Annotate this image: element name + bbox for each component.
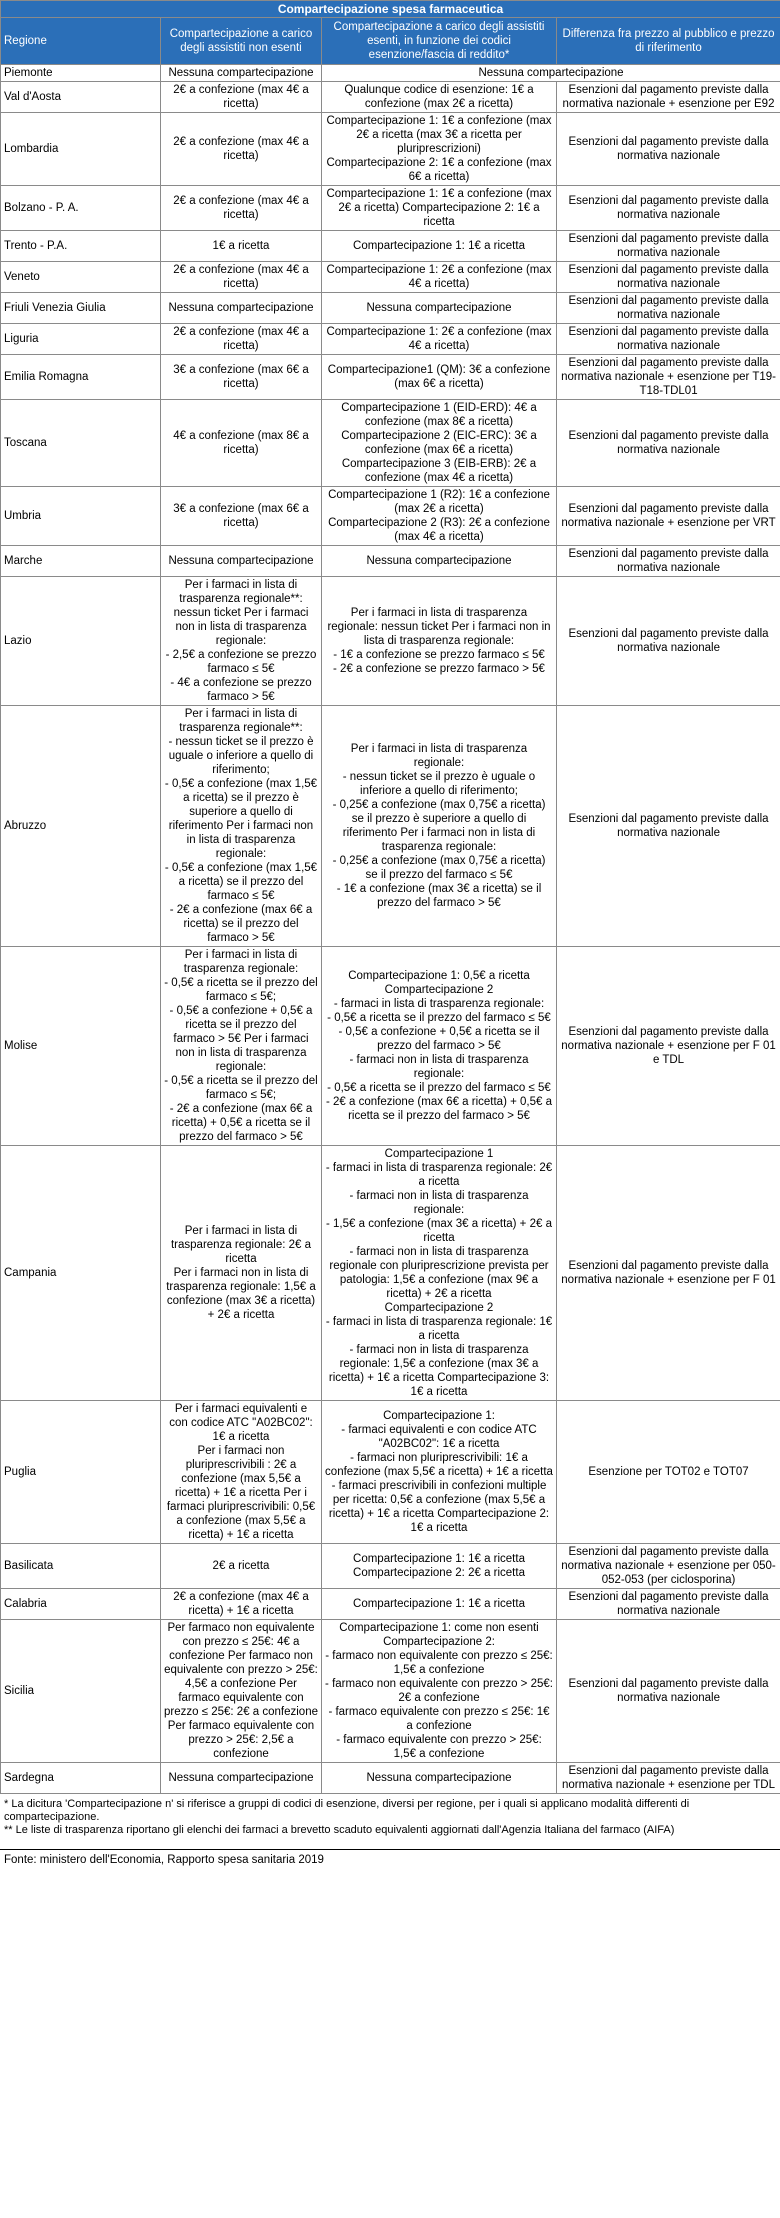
differenza-cell: [557, 355, 780, 400]
esenti-cell-line: Nessuna compartecipazione: [366, 302, 512, 314]
non-esenti-cell: [161, 400, 322, 487]
differenza-cell-line: Esenzioni dal pagamento previste dalla normativa nazionale: [568, 548, 769, 574]
esenti-cell-line: Compartecipazione 1: 1€ a ricetta: [353, 1598, 525, 1610]
table-header-row: [1, 18, 780, 65]
differenza-cell-line: Esenzioni dal pagamento previste dalla normativa nazionale: [568, 813, 769, 839]
region-name: Trento - P.A.: [1, 231, 161, 262]
esenti-cell-line: - 1€ a confezione (max 3€ a ricetta) se il prezzo del farmaco > 5€: [336, 883, 542, 909]
non-esenti-cell-line: 4€ a confezione (max 8€ a ricetta): [173, 430, 309, 456]
non-esenti-cell-line: 2€ a confezione (max 4€ a ricetta): [173, 264, 309, 290]
table-row: [1, 1763, 780, 1794]
region-name: Campania: [1, 1146, 161, 1401]
non-esenti-cell-line: 2€ a confezione (max 4€ a ricetta): [173, 326, 309, 352]
esenti-cell-line: Compartecipazione 1: 1€ a ricetta: [353, 1553, 525, 1565]
esenti-cell: [322, 355, 557, 400]
region-name: Veneto: [1, 262, 161, 293]
esenti-cell-line: Compartecipazione 2 (EIC-ERC): 3€ a confezione (max 6€ a ricetta): [341, 430, 537, 456]
non-esenti-cell: [161, 186, 322, 231]
esenti-cell-line: Per i farmaci in lista di trasparenza regionale:: [350, 743, 528, 769]
differenza-cell: [557, 293, 780, 324]
differenza-cell-line: Esenzioni dal pagamento previste dalla normativa nazionale: [568, 295, 769, 321]
table-row: [1, 947, 780, 1146]
esenti-cell-line: Qualunque codice di esenzione: 1€ a confezione (max 2€ a ricetta): [344, 84, 534, 110]
differenza-cell-line: Esenzioni dal pagamento previste dalla normativa nazionale: [568, 233, 769, 259]
non-esenti-cell-line: - 2,5€ a confezione se prezzo farmaco ≤ 5€: [165, 649, 317, 675]
non-esenti-cell: [161, 293, 322, 324]
differenza-cell: [557, 1401, 780, 1544]
esenti-cell: [322, 186, 557, 231]
footnote-2: ** Le liste di trasparenza riportano gli elenchi dei farmaci a brevetto scaduto equivalenti aggiornati dall'Agenzia Italiana del farmaco (AIFA): [4, 1824, 675, 1836]
differenza-cell-line: Esenzioni dal pagamento previste dalla normativa nazionale: [568, 1591, 769, 1617]
region-name: Lombardia: [1, 113, 161, 186]
non-esenti-cell: [161, 487, 322, 546]
differenza-cell-line: Esenzioni dal pagamento previste dalla normativa nazionale + esenzione per VRT: [561, 503, 776, 529]
esenti-cell-line: - nessun ticket se il prezzo è uguale o inferiore a quello di riferimento;: [342, 771, 536, 797]
esenti-cell-line: - 2€ a confezione (max 6€ a ricetta) + 0,5€ a ricetta se il prezzo del farmaco > 5€: [326, 1096, 552, 1122]
differenza-cell-line: Esenzione per TOT02 e TOT07: [588, 1466, 749, 1478]
non-esenti-cell-line: - 0,5€ a confezione (max 1,5€ a ricetta) se il prezzo del farmaco ≤ 5€: [164, 862, 318, 902]
esenti-cell-line: - farmaco equivalente con prezzo > 25€: 1,5€ a confezione: [336, 1734, 542, 1760]
merged-cell: [322, 65, 780, 82]
non-esenti-cell: [161, 262, 322, 293]
table-row: [1, 1544, 780, 1589]
differenza-cell: [557, 706, 780, 947]
esenti-cell: [322, 113, 557, 186]
region-name: Calabria: [1, 1589, 161, 1620]
differenza-cell: [557, 1146, 780, 1401]
non-esenti-cell-line: Per farmaco equivalente con prezzo > 25€: 2,5€ a confezione: [167, 1720, 315, 1760]
esenti-cell: [322, 706, 557, 947]
table-row: [1, 1589, 780, 1620]
table-row: [1, 293, 780, 324]
table-row: [1, 231, 780, 262]
esenti-cell-line: Nessuna compartecipazione: [366, 1772, 512, 1784]
non-esenti-cell: [161, 1589, 322, 1620]
non-esenti-cell-line: - 2€ a confezione (max 6€ a ricetta) + 0,5€ a ricetta se il prezzo del farmaco > 5€: [169, 1103, 313, 1143]
non-esenti-cell: [161, 546, 322, 577]
region-name: Toscana: [1, 400, 161, 487]
esenti-cell-line: - 0,25€ a confezione (max 0,75€ a ricetta) se il prezzo del farmaco ≤ 5€: [332, 855, 546, 881]
esenti-cell: [322, 1620, 557, 1763]
esenti-cell: [322, 293, 557, 324]
differenza-cell-line: Esenzioni dal pagamento previste dalla normativa nazionale + esenzione per TDL: [562, 1765, 776, 1791]
differenza-cell: [557, 1620, 780, 1763]
region-name: Piemonte: [1, 65, 161, 82]
differenza-cell: [557, 324, 780, 355]
region-name: Umbria: [1, 487, 161, 546]
region-name: Val d'Aosta: [1, 82, 161, 113]
differenza-cell: [557, 186, 780, 231]
esenti-cell-line: Compartecipazione 1: 2€ a confezione (max 4€ a ricetta): [326, 326, 552, 352]
differenza-cell: [557, 947, 780, 1146]
differenza-cell-line: Esenzioni dal pagamento previste dalla normativa nazionale + esenzione per 050-052-053 (per ciclosporina): [561, 1546, 776, 1586]
differenza-cell: [557, 262, 780, 293]
esenti-cell-line: - 0,5€ a confezione + 0,5€ a ricetta se il prezzo del farmaco > 5€: [338, 1026, 540, 1052]
esenti-cell-line: - 1€ a confezione se prezzo farmaco ≤ 5€: [333, 649, 545, 661]
esenti-cell-line: Compartecipazione 1: 1€ a confezione (max 2€ a ricetta) Compartecipazione 2: 1€ a ricetta: [326, 188, 552, 228]
non-esenti-cell: [161, 1763, 322, 1794]
non-esenti-cell-line: Nessuna compartecipazione: [168, 302, 314, 314]
esenti-cell-line: - farmaco non equivalente con prezzo > 25€: 2€ a confezione: [325, 1678, 553, 1704]
esenti-cell-line: - farmaci in lista di trasparenza regionale:: [333, 998, 545, 1010]
differenza-cell-line: Esenzioni dal pagamento previste dalla normativa nazionale: [568, 628, 769, 654]
table-row: [1, 1620, 780, 1763]
non-esenti-cell-line: - 0,5€ a ricetta se il prezzo del farmaco ≤ 5€;: [164, 1075, 318, 1101]
esenti-cell: [322, 400, 557, 487]
esenti-cell-line: - farmaci non pluriprescrivibili: 1€ a confezione (max 5,5€ a ricetta) + 1€ a ricetta: [325, 1452, 553, 1478]
non-esenti-cell-line: - 0,5€ a confezione + 0,5€ a ricetta se il prezzo del farmaco > 5€ Per i farmaci non in lista di trasparenza regionale:: [169, 1005, 313, 1073]
esenti-cell: [322, 947, 557, 1146]
non-esenti-cell-line: Nessuna compartecipazione: [168, 555, 314, 567]
region-name: Emilia Romagna: [1, 355, 161, 400]
non-esenti-cell-line: - 2€ a confezione (max 6€ a ricetta) se il prezzo del farmaco > 5€: [169, 904, 313, 944]
non-esenti-cell: [161, 1401, 322, 1544]
non-esenti-cell-line: 2€ a confezione (max 4€ a ricetta) + 1€ a ricetta: [173, 1591, 309, 1617]
esenti-cell: [322, 546, 557, 577]
table-row: [1, 355, 780, 400]
non-esenti-cell: [161, 947, 322, 1146]
non-esenti-cell-line: 2€ a confezione (max 4€ a ricetta): [173, 84, 309, 110]
table-row: [1, 1401, 780, 1544]
region-name: Puglia: [1, 1401, 161, 1544]
esenti-cell-line: Compartecipazione1 (QM): 3€ a confezione (max 6€ a ricetta): [327, 364, 551, 390]
differenza-cell: [557, 1763, 780, 1794]
esenti-cell-line: Compartecipazione 1: 1€ a ricetta: [353, 240, 525, 252]
non-esenti-cell: [161, 355, 322, 400]
table-row: [1, 400, 780, 487]
esenti-cell-line: - farmaci non in lista di trasparenza regionale:: [349, 1190, 529, 1216]
differenza-cell: [557, 546, 780, 577]
esenti-cell: [322, 1146, 557, 1401]
non-esenti-cell-line: Nessuna compartecipazione: [168, 1772, 314, 1784]
esenti-cell-line: - farmaci non in lista di trasparenza regionale con pluriprescrizione prevista per patologia: 1,5€ a confezione (max 9€ a ricetta) + 2€ a ricetta: [329, 1246, 549, 1300]
esenti-cell-line: Compartecipazione 1: come non esenti: [339, 1622, 539, 1634]
esenti-cell-line: - 0,25€ a confezione (max 0,75€ a ricetta) se il prezzo è superiore a quello di riferimento Per i farmaci non in lista di trasparenza regionale:: [332, 799, 546, 853]
esenti-cell-line: - farmaco non equivalente con prezzo ≤ 25€: 1,5€ a confezione: [325, 1650, 553, 1676]
differenza-cell-line: Esenzioni dal pagamento previste dalla normativa nazionale + esenzione per T19- T18-TDL01: [561, 357, 776, 397]
esenti-cell-line: Compartecipazione 1 (EID-ERD): 4€ a confezione (max 8€ a ricetta): [341, 402, 537, 428]
region-name: Basilicata: [1, 1544, 161, 1589]
esenti-cell: [322, 577, 557, 706]
esenti-cell-line: - farmaci prescrivibili in confezioni multiple per ricetta: 0,5€ a confezione (max 5,5€ a ricetta) + 1€ a ricetta Compartecipazione 2: 1€ a ricetta: [328, 1480, 550, 1534]
header-esenti: Compartecipazione a carico degli assistiti esenti, in funzione dei codici esenzione/fascia di reddito*: [322, 18, 557, 65]
non-esenti-cell: [161, 82, 322, 113]
non-esenti-cell-line: - 0,5€ a ricetta se il prezzo del farmaco ≤ 5€;: [164, 977, 318, 1003]
header-non-esenti: Compartecipazione a carico degli assistiti non esenti: [161, 18, 322, 65]
non-esenti-cell-line: 3€ a confezione (max 6€ a ricetta): [173, 503, 309, 529]
esenti-cell-line: - 0,5€ a ricetta se il prezzo del farmaco ≤ 5€: [327, 1012, 551, 1024]
non-esenti-cell: [161, 65, 322, 82]
header-differenza: Differenza fra prezzo al pubblico e prezzo di riferimento: [557, 18, 780, 65]
differenza-cell: [557, 487, 780, 546]
esenti-cell-line: Compartecipazione 2:: [383, 1636, 495, 1648]
esenti-cell-line: Compartecipazione 2: [384, 1302, 494, 1314]
non-esenti-cell-line: - 0,5€ a confezione (max 1,5€ a ricetta) se il prezzo è superiore a quello di riferimento Per i farmaci non in lista di trasparenza regionale:: [164, 778, 318, 860]
differenza-cell: [557, 1544, 780, 1589]
region-name: Bolzano - P. A.: [1, 186, 161, 231]
esenti-cell: [322, 1589, 557, 1620]
non-esenti-cell: [161, 1620, 322, 1763]
non-esenti-cell: [161, 1544, 322, 1589]
esenti-cell-line: - farmaci equivalenti e con codice ATC "A02BC02": 1€ a ricetta: [341, 1424, 537, 1450]
esenti-cell-line: Per i farmaci in lista di trasparenza regionale: nessun ticket Per i farmaci non in lista di trasparenza regionale:: [327, 607, 551, 647]
esenti-cell-line: Compartecipazione 1 (R2): 1€ a confezione (max 2€ a ricetta): [328, 489, 550, 515]
region-name: Sardegna: [1, 1763, 161, 1794]
esenti-cell-line: Nessuna compartecipazione: [366, 555, 512, 567]
non-esenti-cell-line: 2€ a ricetta: [212, 1560, 270, 1572]
differenza-cell-line: Esenzioni dal pagamento previste dalla normativa nazionale: [568, 136, 769, 162]
differenza-cell-line: Esenzioni dal pagamento previste dalla normativa nazionale: [568, 1678, 769, 1704]
table-row: [1, 1146, 780, 1401]
non-esenti-cell-line: 1€ a ricetta: [212, 240, 270, 252]
esenti-cell-line: - 2€ a confezione se prezzo farmaco > 5€: [333, 663, 545, 675]
merged-cell-line: Nessuna compartecipazione: [478, 67, 624, 79]
esenti-cell-line: - farmaci non in lista di trasparenza regionale: 1,5€ a confezione (max 3€ a ricetta) + 1€ a ricetta Compartecipazione 3: 1€ a ricetta: [328, 1344, 550, 1398]
table-row: [1, 487, 780, 546]
table-row: [1, 706, 780, 947]
esenti-cell-line: Compartecipazione 1: 2€ a confezione (max 4€ a ricetta): [326, 264, 552, 290]
non-esenti-cell-line: Per i farmaci in lista di trasparenza regionale**:: [179, 708, 303, 734]
region-name: Molise: [1, 947, 161, 1146]
non-esenti-cell-line: 3€ a confezione (max 6€ a ricetta): [173, 364, 309, 390]
non-esenti-cell: [161, 577, 322, 706]
region-name: Sicilia: [1, 1620, 161, 1763]
region-name: Lazio: [1, 577, 161, 706]
table-row: [1, 186, 780, 231]
differenza-cell-line: Esenzioni dal pagamento previste dalla normativa nazionale: [568, 326, 769, 352]
esenti-cell: [322, 231, 557, 262]
esenti-cell-line: Compartecipazione 2: 2€ a ricetta: [353, 1567, 525, 1579]
differenza-cell-line: Esenzioni dal pagamento previste dalla normativa nazionale + esenzione per E92: [562, 84, 775, 110]
region-name: Liguria: [1, 324, 161, 355]
non-esenti-cell: [161, 1146, 322, 1401]
esenti-cell-line: Compartecipazione 1: [384, 1148, 494, 1160]
esenti-cell-line: - farmaci in lista di trasparenza regionale: 2€ a ricetta: [325, 1162, 553, 1188]
table-row: [1, 65, 780, 82]
non-esenti-cell-line: Per i farmaci in lista di trasparenza regionale: 2€ a ricetta: [170, 1225, 311, 1265]
esenti-cell-line: Compartecipazione 2: [384, 984, 494, 996]
non-esenti-cell-line: Nessuna compartecipazione: [168, 67, 314, 79]
esenti-cell-line: Compartecipazione 2: 1€ a confezione (max 6€ a ricetta): [326, 157, 552, 183]
differenza-cell: [557, 577, 780, 706]
table-title: Compartecipazione spesa farmaceutica: [1, 1, 780, 18]
esenti-cell: [322, 487, 557, 546]
esenti-cell-line: Compartecipazione 1: 0,5€ a ricetta: [348, 970, 530, 982]
footnotes: [0, 1794, 780, 1839]
non-esenti-cell-line: 2€ a confezione (max 4€ a ricetta): [173, 136, 309, 162]
differenza-cell-line: Esenzioni dal pagamento previste dalla normativa nazionale: [568, 195, 769, 221]
esenti-cell: [322, 82, 557, 113]
non-esenti-cell-line: Per i farmaci equivalenti e con codice ATC "A02BC02": 1€ a ricetta: [169, 1403, 313, 1443]
non-esenti-cell-line: Per i farmaci non pluriprescrivibili : 2€ a confezione (max 5,5€ a ricetta) + 1€ a ricetta Per i farmaci pluriprescrivibili: 0,5€ a confezione (max 5,5€ a ricetta) + 1€ a ricetta: [166, 1445, 316, 1541]
esenti-cell-line: - 1,5€ a confezione (max 3€ a ricetta) + 2€ a ricetta: [326, 1218, 552, 1244]
region-name: Abruzzo: [1, 706, 161, 947]
esenti-cell: [322, 262, 557, 293]
differenza-cell-line: Esenzioni dal pagamento previste dalla normativa nazionale: [568, 430, 769, 456]
esenti-cell-line: - farmaci non in lista di trasparenza regionale:: [349, 1054, 529, 1080]
esenti-cell-line: Compartecipazione 2 (R3): 2€ a confezione (max 4€ a ricetta): [328, 517, 550, 543]
table-row: [1, 324, 780, 355]
non-esenti-cell-line: - 4€ a confezione se prezzo farmaco > 5€: [170, 677, 312, 703]
differenza-cell: [557, 113, 780, 186]
differenza-cell: [557, 1589, 780, 1620]
source-line: Fonte: ministero dell'Economia, Rapporto spesa sanitaria 2019: [0, 1849, 780, 1870]
non-esenti-cell-line: Per i farmaci non in lista di trasparenza regionale: 1,5€ a confezione (max 3€ a ricetta) + 2€ a ricetta: [166, 1267, 316, 1321]
esenti-cell-line: Compartecipazione 1: 1€ a confezione (max 2€ a ricetta (max 3€ a ricetta per pluriprescrizioni): [326, 115, 552, 155]
differenza-cell-line: Esenzioni dal pagamento previste dalla normativa nazionale + esenzione per F 01 e TDL: [561, 1026, 776, 1066]
non-esenti-cell-line: Per i farmaci in lista di trasparenza regionale**: nessun ticket Per i farmaci non in lista di trasparenza regionale:: [173, 579, 309, 647]
esenti-cell: [322, 324, 557, 355]
table-title-row: [1, 1, 780, 18]
esenti-cell: [322, 1763, 557, 1794]
table-row: [1, 262, 780, 293]
footnote-1: * La dicitura 'Compartecipazione n' si riferisce a gruppi di codici di esenzione, diversi per regione, per i quali si applicano modalità differenti di compartecipazione.: [4, 1798, 690, 1823]
differenza-cell-line: Esenzioni dal pagamento previste dalla normativa nazionale + esenzione per F 01: [561, 1260, 776, 1286]
differenza-cell-line: Esenzioni dal pagamento previste dalla normativa nazionale: [568, 264, 769, 290]
esenti-cell: [322, 1401, 557, 1544]
header-regione: Regione: [1, 18, 161, 65]
non-esenti-cell: [161, 324, 322, 355]
region-name: Friuli Venezia Giulia: [1, 293, 161, 324]
table-row: [1, 546, 780, 577]
non-esenti-cell: [161, 231, 322, 262]
esenti-cell-line: - farmaco equivalente con prezzo ≤ 25€: 1€ a confezione: [328, 1706, 550, 1732]
esenti-cell-line: Compartecipazione 3 (EIB-ERB): 2€ a confezione (max 4€ a ricetta): [341, 458, 537, 484]
region-name: Marche: [1, 546, 161, 577]
non-esenti-cell-line: 2€ a confezione (max 4€ a ricetta): [173, 195, 309, 221]
non-esenti-cell-line: Per i farmaci in lista di trasparenza regionale:: [183, 949, 299, 975]
table-row: [1, 82, 780, 113]
non-esenti-cell: [161, 706, 322, 947]
esenti-cell-line: - 0,5€ a ricetta se il prezzo del farmaco ≤ 5€: [327, 1082, 551, 1094]
differenza-cell: [557, 231, 780, 262]
table-row: [1, 113, 780, 186]
non-esenti-cell-line: - nessun ticket se il prezzo è uguale o inferiore a quello di riferimento;: [168, 736, 314, 776]
table-row: [1, 577, 780, 706]
esenti-cell-line: - farmaci in lista di trasparenza regionale: 1€ a ricetta: [325, 1316, 553, 1342]
differenza-cell: [557, 82, 780, 113]
differenza-cell: [557, 400, 780, 487]
esenti-cell-line: Compartecipazione 1:: [383, 1410, 495, 1422]
non-esenti-cell-line: Per farmaco non equivalente con prezzo ≤ 25€: 4€ a confezione Per farmaco non equivalente con prezzo > 25€: 4,5€ a confezione Per farmaco equivalente con prezzo ≤ 25€: 2€ a confezione: [164, 1622, 318, 1718]
esenti-cell: [322, 1544, 557, 1589]
non-esenti-cell: [161, 113, 322, 186]
